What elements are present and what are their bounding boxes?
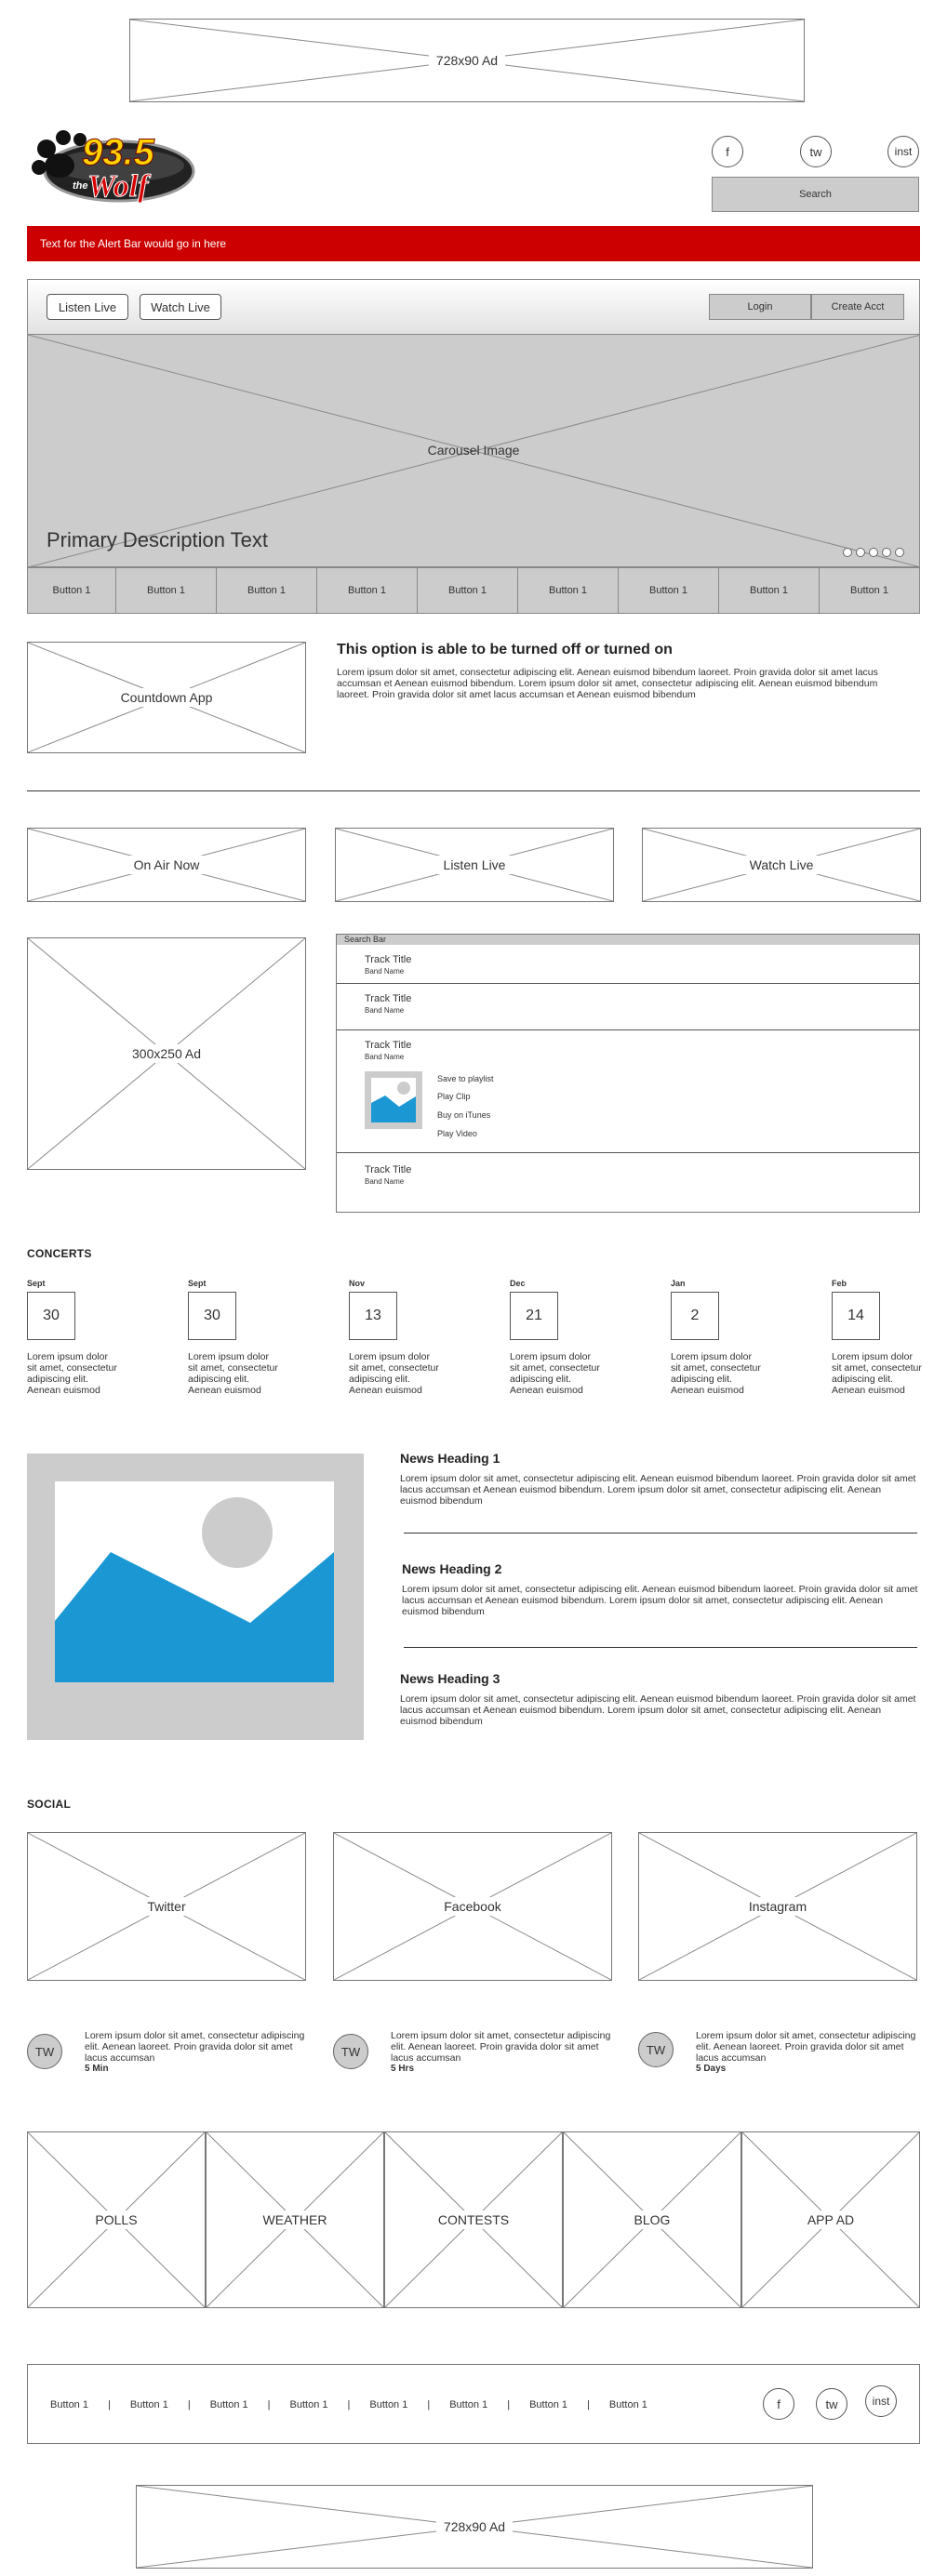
track-item[interactable] (337, 945, 919, 984)
footer-link[interactable]: Button 1 (129, 2399, 168, 2410)
footer-link[interactable]: Button 1 (369, 2399, 408, 2410)
concert-text: Lorem ipsum dolor sit amet, consectetur adipiscing elit. Aenean euismod (349, 1351, 439, 1396)
social-post-text: Lorem ipsum dolor sit amet, consectetur adipiscing elit. Aenean laoreet. Proin gravida dolor sit amet lacus accumsan (696, 2030, 916, 2064)
watch-live-button[interactable]: Watch Live (140, 294, 221, 320)
footer-link[interactable]: Button 1 (289, 2399, 328, 2410)
concert-item[interactable] (671, 1279, 773, 1396)
social-post-time: 5 Days (696, 2064, 727, 2074)
facebook-icon[interactable]: f (712, 136, 743, 167)
on-air-now-label: On Air Now (127, 856, 207, 874)
facebook-card-label: Facebook (436, 1897, 508, 1916)
watch-live-label: Watch Live (742, 856, 821, 874)
news-heading: News Heading 3 (400, 1671, 500, 1686)
news-text: Lorem ipsum dolor sit amet, consectetur adipiscing elit. Aenean euismod bibendum laoreet. Proin gravida dolor sit amet lacus accumsan et Aenean euismod bibendum. Lorem ipsum dolor sit amet, consectetur adipiscing elit. Aenean euismod bibendum (400, 1473, 916, 1507)
footer-separator: | (507, 2399, 511, 2410)
instagram-card-label: Instagram (741, 1897, 814, 1916)
carousel-dots (843, 548, 904, 557)
social-post-time: 5 Hrs (391, 2064, 415, 2074)
concert-text: Lorem ipsum dolor sit amet, consectetur adipiscing elit. Aenean euismod (27, 1351, 117, 1396)
carousel[interactable] (27, 335, 920, 567)
carousel-description: Primary Description Text (47, 528, 268, 551)
top-ad[interactable] (129, 19, 805, 102)
bottom-ad-label: 728x90 Ad (436, 2517, 513, 2536)
track-title: Track Title (365, 1040, 412, 1051)
twitter-avatar-icon: TW (333, 2034, 368, 2069)
twitter-card-label: Twitter (140, 1897, 193, 1916)
instagram-card[interactable] (638, 1832, 917, 1981)
side-ad-label: 300x250 Ad (125, 1044, 208, 1063)
footer-link[interactable]: Button 1 (209, 2399, 248, 2410)
countdown-app[interactable] (27, 642, 306, 753)
footer-links (50, 2399, 647, 2410)
carousel-button[interactable]: Button 1 (28, 568, 116, 613)
listen-live-button[interactable]: Listen Live (47, 294, 128, 320)
concert-month: Sept (27, 1279, 46, 1288)
twitter-icon[interactable]: tw (800, 136, 832, 167)
footer-link[interactable]: Button 1 (608, 2399, 647, 2410)
concert-month: Dec (510, 1279, 526, 1288)
app-ad-label: APP AD (800, 2211, 861, 2229)
concert-day: 30 (27, 1292, 75, 1340)
track-item-expanded[interactable] (337, 1030, 919, 1153)
track-list (336, 934, 920, 1213)
carousel-dot[interactable] (856, 548, 865, 557)
weather-tile[interactable] (206, 2131, 384, 2308)
blog-label: BLOG (627, 2211, 678, 2229)
twitter-avatar-icon: TW (27, 2034, 62, 2069)
buy-on-itunes-link[interactable]: Buy on iTunes (437, 1110, 491, 1120)
footer-link[interactable]: Button 1 (529, 2399, 568, 2410)
track-title: Track Title (365, 1164, 412, 1175)
carousel-dot[interactable] (895, 548, 904, 557)
concert-day: 21 (510, 1292, 558, 1340)
concert-month: Sept (188, 1279, 207, 1288)
optional-heading: This option is able to be turned off or turned on (337, 642, 673, 657)
contests-label: CONTESTS (431, 2211, 516, 2229)
carousel-button[interactable]: Button 1 (619, 568, 719, 613)
concert-day: 30 (188, 1292, 236, 1340)
track-search-bar[interactable] (337, 935, 919, 945)
facebook-card[interactable] (333, 1832, 612, 1981)
app-ad-tile[interactable] (741, 2131, 920, 2308)
footer-separator: | (107, 2399, 111, 2410)
countdown-label: Countdown App (113, 688, 220, 707)
news-item[interactable] (402, 1561, 923, 1617)
concert-month: Nov (349, 1279, 366, 1288)
listen-live-tile[interactable] (335, 828, 614, 902)
concerts-title: CONCERTS (27, 1247, 92, 1260)
contests-tile[interactable] (384, 2131, 563, 2308)
twitter-card[interactable] (27, 1832, 306, 1981)
concert-day: 14 (832, 1292, 880, 1340)
on-air-now-tile[interactable] (27, 828, 306, 902)
concert-item[interactable] (27, 1279, 129, 1396)
concert-text: Lorem ipsum dolor sit amet, consectetur adipiscing elit. Aenean euismod (188, 1351, 278, 1396)
footer-separator: | (267, 2399, 271, 2410)
carousel-dot[interactable] (882, 548, 891, 557)
social-post-text: Lorem ipsum dolor sit amet, consectetur adipiscing elit. Aenean laoreet. Proin gravida dolor sit amet lacus accumsan (85, 2030, 305, 2064)
concert-text: Lorem ipsum dolor sit amet, consectetur adipiscing elit. Aenean euismod (510, 1351, 600, 1396)
bottom-ad[interactable] (136, 2485, 813, 2569)
save-to-playlist-link[interactable]: Save to playlist (437, 1074, 494, 1083)
concert-item[interactable] (349, 1279, 451, 1396)
carousel-button[interactable]: Button 1 (317, 568, 418, 613)
polls-label: POLLS (87, 2211, 144, 2229)
footer-facebook-icon[interactable]: f (763, 2388, 794, 2420)
band-name: Band Name (365, 1053, 405, 1061)
side-ad[interactable] (27, 937, 306, 1170)
footer-nav (27, 2364, 920, 2444)
logo-number: 93.5 (82, 132, 154, 173)
concert-text: Lorem ipsum dolor sit amet, consectetur adipiscing elit. Aenean euismod (832, 1351, 922, 1396)
concert-month: Feb (832, 1279, 847, 1288)
carousel-button[interactable]: Button 1 (116, 568, 217, 613)
carousel-image-label: Carousel Image (427, 443, 520, 458)
footer-link[interactable]: Button 1 (449, 2399, 488, 2410)
concert-month: Jan (671, 1279, 686, 1288)
carousel-button[interactable]: Button 1 (418, 568, 518, 613)
footer-separator: | (427, 2399, 431, 2410)
band-name: Band Name (365, 967, 405, 976)
band-name: Band Name (365, 1006, 405, 1015)
alert-bar[interactable] (27, 226, 920, 261)
player-bar (27, 279, 920, 335)
track-search-bar-label: Search Bar (344, 935, 387, 944)
social-post-text: Lorem ipsum dolor sit amet, consectetur adipiscing elit. Aenean laoreet. Proin gravida dolor sit amet lacus accumsan (391, 2030, 611, 2064)
news-divider (404, 1533, 917, 1534)
concert-text: Lorem ipsum dolor sit amet, consectetur adipiscing elit. Aenean euismod (671, 1351, 761, 1396)
concert-item[interactable] (188, 1279, 290, 1396)
track-item[interactable] (337, 984, 919, 1030)
concert-item[interactable] (832, 1279, 925, 1396)
footer-separator: | (187, 2399, 191, 2410)
alert-bar-text: Text for the Alert Bar would go in here (40, 237, 227, 250)
track-title: Track Title (365, 954, 412, 965)
footer-separator: | (587, 2399, 590, 2410)
track-item[interactable] (337, 1153, 919, 1200)
footer-instagram-icon[interactable]: inst (865, 2385, 897, 2417)
news-item[interactable] (400, 1451, 921, 1507)
footer-link[interactable]: Button 1 (50, 2399, 88, 2410)
carousel-button[interactable]: Button 1 (850, 585, 888, 596)
carousel-dot[interactable] (869, 548, 878, 557)
news-heading: News Heading 2 (402, 1561, 502, 1576)
footer-twitter-icon[interactable]: tw (816, 2388, 847, 2420)
news-divider (404, 1647, 917, 1648)
search-button[interactable]: Search (712, 177, 919, 212)
band-name: Band Name (365, 1177, 405, 1186)
create-account-button[interactable]: Create Acct (811, 294, 904, 320)
weather-label: WEATHER (256, 2211, 335, 2229)
carousel-button[interactable]: Button 1 (719, 568, 820, 613)
watch-live-tile[interactable] (642, 828, 921, 902)
news-text: Lorem ipsum dolor sit amet, consectetur adipiscing elit. Aenean euismod bibendum laoreet. Proin gravida dolor sit amet lacus accumsan et Aenean euismod bibendum. Lorem ipsum dolor sit amet, consectetur adipiscing elit. Aenean euismod bibendum (402, 1584, 918, 1617)
concert-item[interactable] (510, 1279, 612, 1396)
station-logo[interactable] (26, 128, 199, 210)
carousel-button[interactable]: Button 1 (518, 568, 619, 613)
blog-tile[interactable] (563, 2131, 741, 2308)
logo-name: Wolf (87, 169, 149, 204)
twitter-avatar-icon: TW (638, 2032, 674, 2067)
track-title: Track Title (365, 993, 412, 1004)
footer-separator: | (347, 2399, 351, 2410)
play-clip-link[interactable]: Play Clip (437, 1092, 471, 1101)
optional-text: Lorem ipsum dolor sit amet, consectetur adipiscing elit. Aenean euismod bibendum laoreet. Proin gravida dolor sit amet lacus accumsan et Aenean euismod bibendum. Lorem ipsum dolor sit amet, consectetur adipiscing elit. Aenean euismod bibendum laoreet. Proin gravida dolor sit amet lacus accumsan et Aenean euismod bibendum (337, 667, 878, 700)
news-item[interactable] (400, 1671, 921, 1727)
listen-live-label: Listen Live (436, 856, 514, 874)
top-ad-label: 728x90 Ad (429, 51, 505, 70)
social-post-time: 5 Min (85, 2064, 109, 2074)
carousel-button-row (27, 567, 920, 614)
concert-day: 13 (349, 1292, 397, 1340)
album-art-icon (365, 1071, 422, 1129)
carousel-dot[interactable] (843, 548, 852, 557)
logo-prefix: the (73, 180, 88, 192)
news-heading: News Heading 1 (400, 1451, 500, 1466)
social-title: SOCIAL (27, 1798, 72, 1811)
section-divider (27, 790, 920, 791)
carousel-button[interactable]: Button 1 (217, 568, 317, 613)
concert-day: 2 (671, 1292, 719, 1340)
login-button[interactable]: Login (709, 294, 811, 320)
play-video-link[interactable]: Play Video (437, 1129, 477, 1138)
feature-row (27, 2131, 920, 2308)
polls-tile[interactable] (27, 2131, 206, 2308)
news-text: Lorem ipsum dolor sit amet, consectetur adipiscing elit. Aenean euismod bibendum laoreet. Proin gravida dolor sit amet lacus accumsan et Aenean euismod bibendum. Lorem ipsum dolor sit amet, consectetur adipiscing elit. Aenean euismod bibendum (400, 1693, 916, 1727)
instagram-icon[interactable]: inst (887, 136, 919, 167)
news-image[interactable] (27, 1454, 364, 1740)
